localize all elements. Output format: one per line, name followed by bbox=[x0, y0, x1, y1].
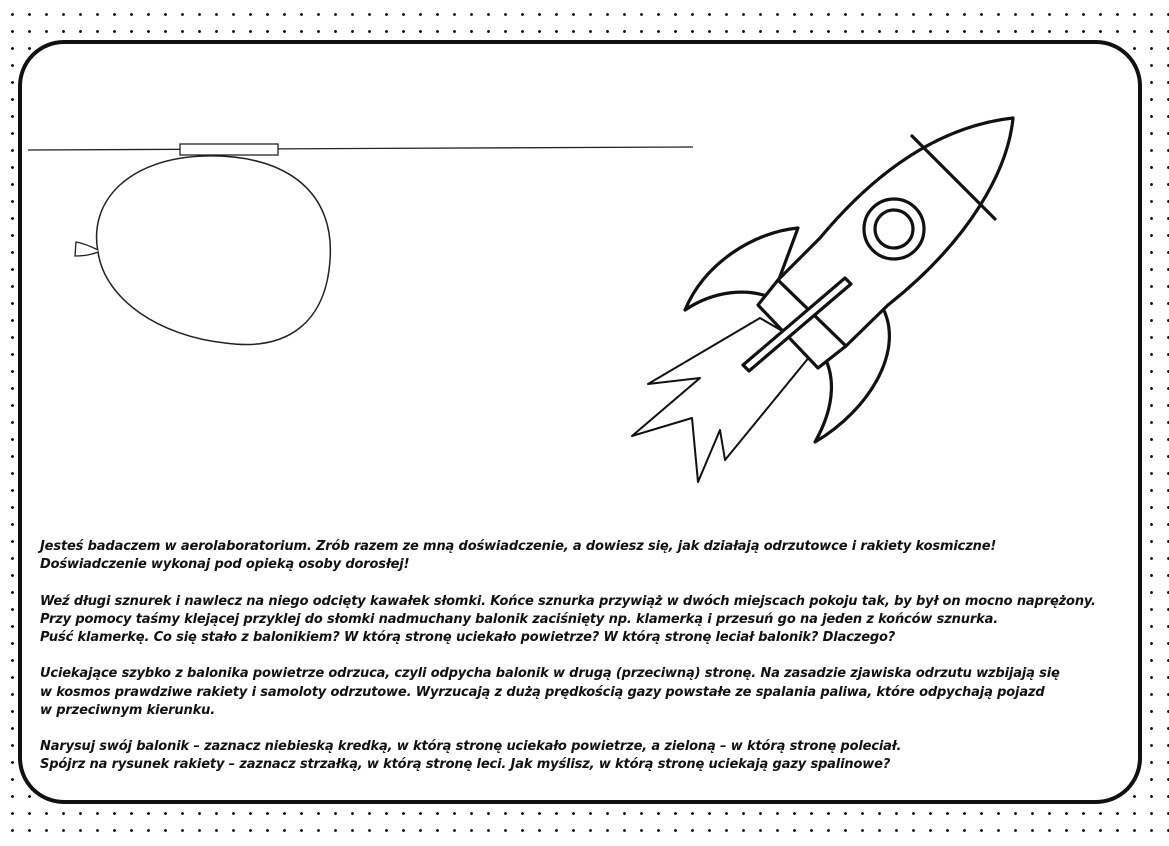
text-line: Narysuj swój balonik – zaznacz niebieską kredką, w którą stronę uciekało powietrze, a zieloną – w którą stronę poleciał. bbox=[40, 739, 902, 755]
rocket-illustration bbox=[632, 118, 1013, 482]
text-line: Puść klamerkę. Co się stało z balonikiem? W którą stronę uciekało powietrze? W którą stronę leciał balonik? Dlaczego? bbox=[40, 630, 896, 645]
balloon-experiment-illustration bbox=[28, 144, 693, 344]
rocket-flame bbox=[632, 318, 815, 482]
string-line bbox=[28, 147, 693, 150]
instructions-text bbox=[40, 538, 1140, 793]
text-line: Doświadczenie wykonaj pod opieką osoby dorosłej! bbox=[40, 557, 410, 573]
text-line: Jesteś badaczem w aerolaboratorium. Zrób razem ze mną doświadczenie, a dowiesz się, jak działają odrzutowce i rakiety kosmiczne! bbox=[40, 539, 997, 554]
task-paragraph bbox=[40, 738, 1140, 774]
text-line: Uciekające szybko z balonika powietrze odrzuca, czyli odpycha balonik w drugą (przeciwną) stronę. Na zasadzie zjawiska odrzutu wzbijają się bbox=[40, 666, 1060, 682]
balloon-knot bbox=[75, 242, 98, 256]
rocket-window-inner bbox=[875, 210, 913, 248]
intro-paragraph bbox=[40, 538, 1140, 574]
text-line: w kosmos prawdziwe rakiety i samoloty odrzutowe. Wyrzucają z dużą prędkością gazy powstałe ze spalania paliwa, które odpychają pojazd bbox=[40, 684, 1045, 700]
text-line: Spójrz na rysunek rakiety – zaznacz strzałką, w którą stronę leci. Jak myślisz, w którą stronę uciekają gazy spalinowe? bbox=[40, 757, 891, 773]
balloon-shape bbox=[97, 156, 331, 345]
text-line: Przy pomocy taśmy klejącej przyklej do słomki nadmuchany balonik zaciśnięty np. klamerką i przesuń go na jeden z końców sznurka. bbox=[40, 611, 999, 627]
explanation-paragraph bbox=[40, 665, 1140, 720]
straw-piece bbox=[180, 144, 278, 155]
text-line: Weź długi sznurek i nawlecz na niego odcięty kawałek słomki. Końce sznurka przywiąż w dwóch miejscach pokoju tak, by był on mocno naprężony. bbox=[40, 593, 1096, 609]
text-line: w przeciwnym kierunku. bbox=[40, 702, 215, 718]
experiment-steps-paragraph bbox=[40, 593, 1140, 648]
